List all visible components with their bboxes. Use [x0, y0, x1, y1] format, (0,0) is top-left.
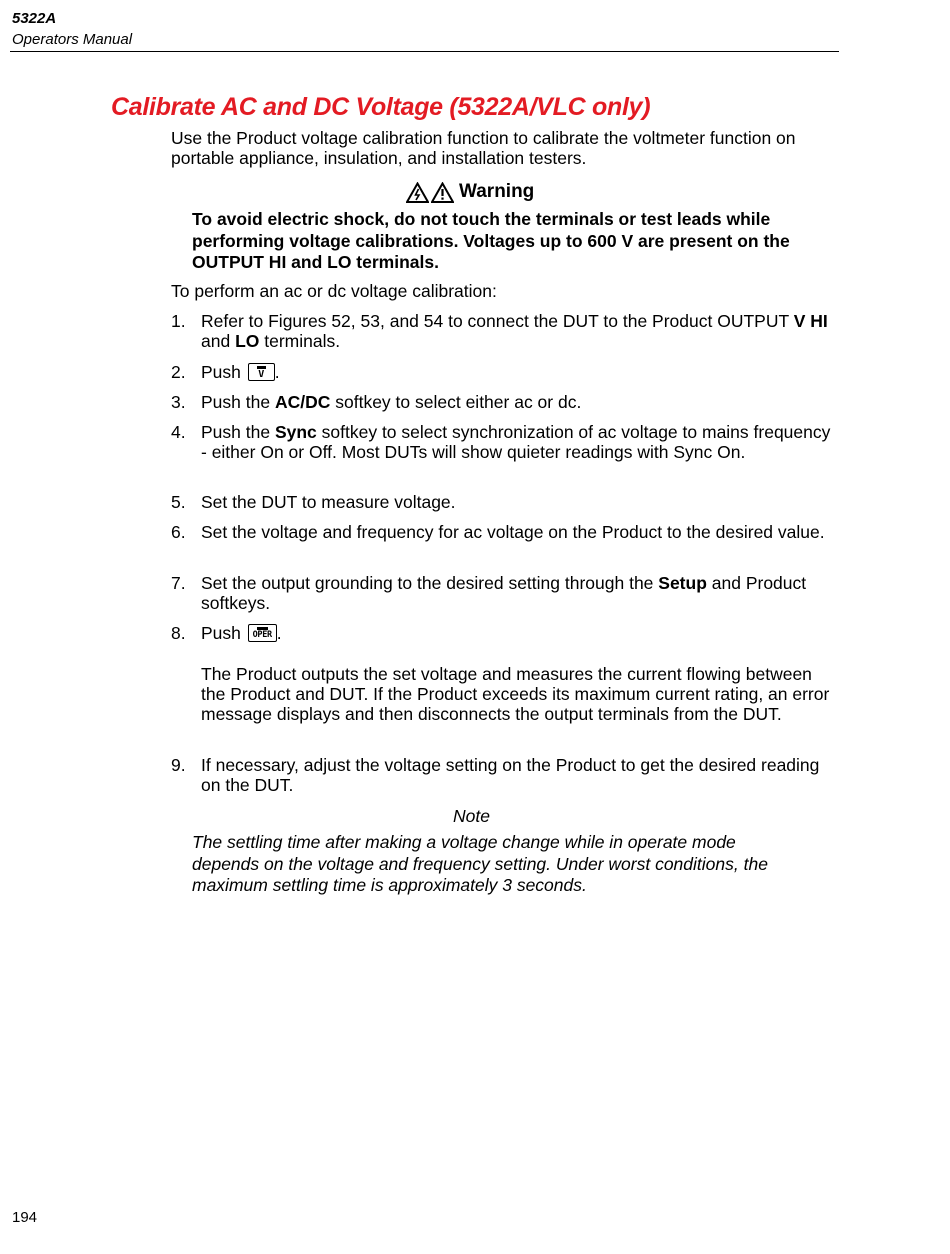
step-detail-text: The Product outputs the set voltage and measures the current flowing between the Product and DUT. If the Product exceeds its maximum current rating, an error message displays and then disconnects the output terminals from the DUT.: [201, 664, 830, 724]
warning-icons: [406, 182, 454, 203]
warning-label: Warning: [459, 181, 535, 202]
header-manual-title: Operators Manual: [12, 31, 133, 48]
page-number: 194: [12, 1209, 38, 1226]
step-8-detail: [171, 664, 836, 724]
step-number: 2.: [171, 362, 186, 382]
step-number: 6.: [171, 522, 186, 542]
voltage-key-icon: V: [248, 363, 275, 381]
softkey-label-ac-dc: AC/DC: [274, 392, 331, 412]
step-number: 8.: [171, 623, 186, 643]
step-6: [171, 522, 836, 542]
step-number: 4.: [171, 422, 186, 442]
step-number: 1.: [171, 311, 186, 331]
step-text: Set the output grounding to the desired setting through the Setup and Product softkeys.: [201, 573, 807, 613]
step-number: 3.: [171, 392, 186, 412]
step-text: Refer to Figures 52, 53, and 54 to connect the DUT to the Product OUTPUT V HI and LO terminals.: [201, 311, 828, 351]
step-2: [171, 362, 836, 382]
step-number: 9.: [171, 755, 186, 775]
step-1: [171, 311, 836, 351]
terminal-label-lo: LO: [235, 331, 260, 351]
intro-paragraph: Use the Product voltage calibration function to calibrate the voltmeter function on portable appliance, insulation, and installation testers.: [171, 128, 796, 168]
section-title: Calibrate AC and DC Voltage (5322A/VLC only): [111, 93, 651, 121]
step-text: Push the AC/DC softkey to select either ac or dc.: [201, 392, 582, 412]
step-4: [171, 422, 836, 462]
note-text: The settling time after making a voltage change while in operate mode depends on the voltage and frequency setting. Under worst conditions, the maximum settling time is approximately 3 seconds.: [192, 832, 768, 895]
warning-heading: [406, 179, 534, 205]
note-heading: Note: [453, 806, 490, 826]
step-text: Set the DUT to measure voltage.: [201, 492, 456, 512]
step-7: [171, 573, 836, 613]
electric-shock-warning-icon: [406, 182, 429, 203]
step-text: If necessary, adjust the voltage setting on the Product to get the desired reading on the DUT.: [201, 755, 820, 795]
terminal-label-v-hi: V HI: [793, 311, 828, 331]
header-model: 5322A: [12, 10, 57, 27]
caution-warning-icon: [431, 182, 454, 203]
step-8: [171, 623, 836, 643]
procedure-lead: To perform an ac or dc voltage calibration:: [171, 281, 497, 301]
step-number: 7.: [171, 573, 186, 593]
step-text: Push the Sync softkey to select synchronization of ac voltage to mains frequency - either On or Off. Most DUTs will show quieter readings with Sync On.: [201, 422, 831, 462]
step-text: Push OPER .: [201, 623, 282, 643]
operate-key-icon: OPER: [248, 624, 277, 642]
softkey-label-setup: Setup: [658, 573, 707, 593]
step-3: [171, 392, 836, 412]
step-9: [171, 755, 836, 795]
step-text: Set the voltage and frequency for ac voltage on the Product to the desired value.: [201, 522, 825, 542]
step-number: 5.: [171, 492, 186, 512]
softkey-label-sync: Sync: [274, 422, 317, 442]
header-rule: [10, 51, 839, 52]
step-text: Push V .: [201, 362, 280, 382]
warning-text: To avoid electric shock, do not touch the terminals or test leads while performing voltage calibrations. Voltages up to 600 V are present on the OUTPUT HI and LO terminals.: [192, 209, 790, 272]
step-5: [171, 492, 836, 512]
